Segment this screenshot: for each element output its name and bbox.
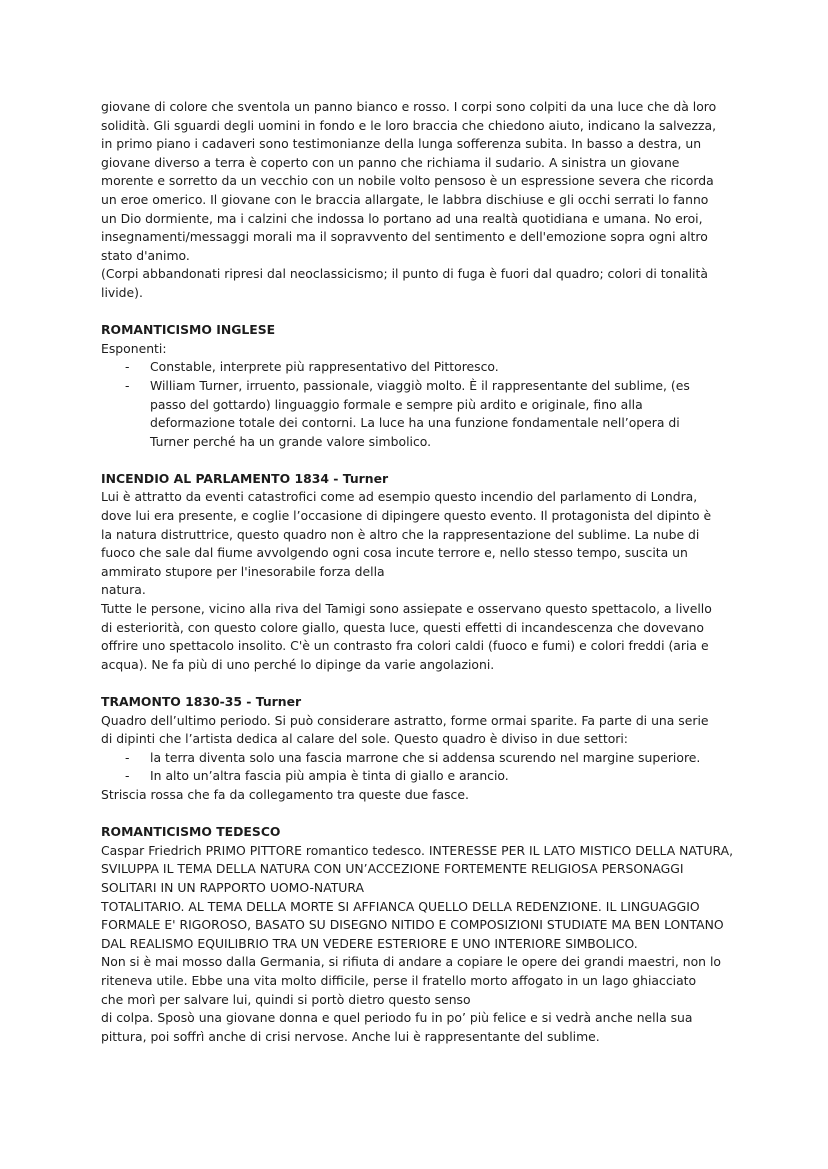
tramonto-closing: Striscia rossa che fa da collegamento tra queste due fasce. bbox=[101, 786, 469, 802]
list-item bbox=[101, 377, 737, 451]
tramonto-paragraph bbox=[101, 712, 737, 749]
text-line: Non si è mai mosso dalla Germania, si rifiuta di andare a copiare le opere dei grandi maestri, non lo bbox=[101, 954, 721, 970]
intro-note bbox=[101, 265, 737, 302]
text-line: riteneva utile. Ebbe una vita molto difficile, perse il fratello morto affogato in un lago ghiacciato bbox=[101, 972, 697, 988]
text-line: natura. bbox=[101, 582, 146, 598]
text-line: passo del gottardo) linguaggio formale e sempre più ardito e originale, fino alla bbox=[150, 396, 643, 412]
text-line: di esteriorità, con questo colore giallo, questa luce, questi effetti di incandescenza che dovevano bbox=[101, 619, 704, 635]
text-line: Caspar Friedrich PRIMO PITTORE romantico tedesco. INTERESSE PER IL LATO MISTICO DELLA NATURA, bbox=[101, 842, 734, 858]
text-line: livide). bbox=[101, 284, 143, 300]
exponents-label: Esponenti: bbox=[101, 340, 167, 356]
tramonto-list bbox=[101, 749, 737, 786]
document-page bbox=[101, 98, 737, 1046]
text-line: che morì per salvare lui, quindi si portò dietro questo senso bbox=[101, 991, 471, 1007]
text-line: giovane di colore che sventola un panno bianco e rosso. I corpi sono colpiti da una luce che dà loro bbox=[101, 99, 717, 114]
text-line: SVILUPPA IL TEMA DELLA NATURA CON UN’ACCEZIONE FORTEMENTE RELIGIOSA PERSONAGGI bbox=[101, 861, 684, 877]
text-line: Constable, interprete più rappresentativo del Pittoresco. bbox=[150, 359, 499, 375]
text-line: dove lui era presente, e coglie l’occasione di dipingere questo evento. Il protagonista del dipinto è bbox=[101, 508, 712, 524]
text-line: Turner perché ha un grande valore simbolico. bbox=[150, 433, 432, 449]
text-line: un eroe omerico. Il giovane con le braccia allargate, le labbra dischiuse e gli occhi serrati lo fanno bbox=[101, 191, 709, 207]
text-line: insegnamenti/messaggi morali ma il sopravvento del sentimento e dell'emozione sopra ogni altro bbox=[101, 229, 708, 245]
text-line: morente e sorretto da un vecchio con un nobile volto pensoso è un espressione severa che ricorda bbox=[101, 173, 714, 189]
intro-paragraph bbox=[101, 98, 737, 265]
text-line: SOLITARI IN UN RAPPORTO UOMO-NATURA bbox=[101, 879, 364, 895]
list-item bbox=[101, 767, 737, 786]
exponents-list bbox=[101, 358, 737, 451]
dash-bullet: - bbox=[125, 768, 130, 784]
text-line: un Dio dormiente, ma i calzini che indossa lo portano ad una realtà quotidiana e umana. No eroi, bbox=[101, 210, 703, 226]
text-line: William Turner, irruento, passionale, viaggiò molto. È il rappresentante del sublime, (es bbox=[150, 377, 690, 393]
text-line: deformazione totale dei contorni. La luce ha una funzione fondamentale nell’opera di bbox=[150, 415, 680, 431]
text-line: Lui è attratto da eventi catastrofici come ad esempio questo incendio del parlamento di Londra, bbox=[101, 489, 698, 505]
list-item bbox=[101, 358, 737, 377]
text-line: in primo piano i cadaveri sono testimonianze della lunga sofferenza subita. In basso a destra, un bbox=[101, 136, 702, 152]
tedesco-paragraph bbox=[101, 842, 737, 1047]
section-heading-incendio: INCENDIO AL PARLAMENTO 1834 - Turner bbox=[101, 470, 389, 486]
text-line: stato d'animo. bbox=[101, 247, 190, 263]
text-line: fuoco che sale dal fiume avvolgendo ogni cosa incute terrore e, nello stesso tempo, suscita un bbox=[101, 545, 688, 561]
text-line: giovane diverso a terra è coperto con un panno che richiama il sudario. A sinistra un giovane bbox=[101, 154, 680, 170]
text-line: In alto un’altra fascia più ampia è tinta di giallo e arancio. bbox=[150, 768, 509, 784]
text-line: Quadro dell’ultimo periodo. Si può considerare astratto, forme ormai sparite. Fa parte di una serie bbox=[101, 712, 709, 728]
text-line: offrire uno spettacolo insolito. C'è un contrasto fra colori caldi (fuoco e fumi) e colori freddi (aria e bbox=[101, 638, 709, 654]
text-line: di dipinti che l’artista dedica al calare del sole. Questo quadro è diviso in due settori: bbox=[101, 731, 628, 747]
section-heading-tramonto: TRAMONTO 1830-35 - Turner bbox=[101, 694, 302, 709]
text-line: di colpa. Sposò una giovane donna e quel periodo fu in po’ più felice e si vedrà anche nella sua bbox=[101, 1010, 693, 1026]
text-line: ammirato stupore per l'inesorabile forza della bbox=[101, 563, 385, 579]
text-line: Tutte le persone, vicino alla riva del Tamigi sono assiepate e osservano questo spettacolo, a livello bbox=[101, 601, 712, 617]
text-line: DAL REALISMO EQUILIBRIO TRA UN VEDERE ESTERIORE E UNO INTERIORE SIMBOLICO. bbox=[101, 935, 638, 951]
text-line: pittura, poi soffrì anche di crisi nervose. Anche lui è rappresentante del sublime. bbox=[101, 1028, 600, 1044]
section-heading-romanticismo-tedesco: ROMANTICISMO TEDESCO bbox=[101, 824, 281, 840]
dash-bullet: - bbox=[125, 359, 130, 375]
dash-bullet: - bbox=[125, 749, 130, 765]
text-line: FORMALE E' RIGOROSO, BASATO SU DISEGNO NITIDO E COMPOSIZIONI STUDIATE MA BEN LONTANO bbox=[101, 917, 724, 933]
text-line: la terra diventa solo una fascia marrone che si addensa scurendo nel margine superiore. bbox=[150, 749, 701, 765]
list-item bbox=[101, 749, 737, 768]
section-heading-romanticismo-inglese: ROMANTICISMO INGLESE bbox=[101, 322, 276, 338]
text-line: la natura distruttrice, questo quadro non è altro che la rappresentazione del sublime. La nube di bbox=[101, 526, 700, 542]
text-line: (Corpi abbandonati ripresi dal neoclassicismo; il punto di fuga è fuori dal quadro; colori di tonalità bbox=[101, 266, 708, 282]
text-line: acqua). Ne fa più di uno perché lo dipinge da varie angolazioni. bbox=[101, 656, 495, 672]
text-line: solidità. Gli sguardi degli uomini in fondo e le loro braccia che chiedono aiuto, indicano la salvezza, bbox=[101, 117, 717, 133]
dash-bullet: - bbox=[125, 377, 130, 393]
text-line: TOTALITARIO. AL TEMA DELLA MORTE SI AFFIANCA QUELLO DELLA REDENZIONE. IL LINGUAGGIO bbox=[101, 898, 700, 914]
incendio-paragraph bbox=[101, 488, 737, 674]
